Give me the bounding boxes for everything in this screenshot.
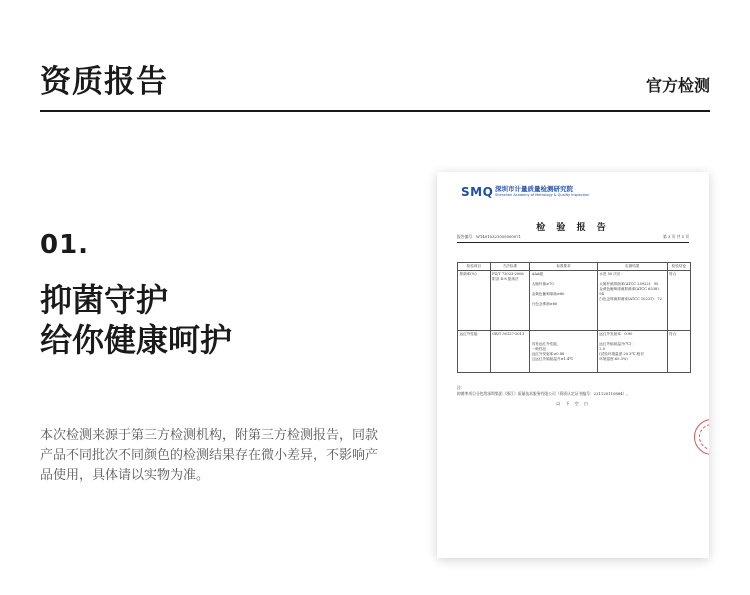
column-header: 标准要求 (530, 263, 598, 271)
column-header: 方法标准 (490, 263, 530, 271)
report-title: 检 验 报 告 (536, 223, 610, 233)
headline-line-1: 抑菌守护 (40, 281, 169, 319)
page-title: 资质报告 (40, 64, 168, 100)
report-table (457, 262, 691, 373)
test-report-document (437, 172, 709, 558)
report-logo-mark: SMQ (461, 185, 494, 199)
table-cell: 远红外性能 (458, 331, 491, 373)
column-header: 检验结论 (667, 263, 690, 271)
report-table-header (458, 263, 691, 271)
header-divider (40, 110, 710, 112)
column-header: 检验项目 (458, 263, 491, 271)
official-test-label: 官方检测 (645, 76, 710, 95)
report-blank-marker: 以 下 空 白 (556, 401, 590, 406)
section-number: 01. (40, 230, 90, 260)
report-notes-label: 注： (457, 385, 465, 390)
section-description: 本次检测来源于第三方检测机构，附第三方检测报告，同款产品不同批次不同颜色的检测结果存在微小差异，不影响产品使用，具体请以实物为准。 (40, 428, 379, 483)
table-cell: FZ/T 73023-2006 附录 D.8 振荡法 (490, 271, 530, 331)
section-headline (40, 280, 232, 360)
official-seal-ring (699, 424, 709, 450)
table-cell: 抑菌率(%) (458, 271, 491, 331)
report-org-name-en: Shenzhen Academy of Metrology & Quality Inspection (495, 193, 590, 197)
report-notes-text: 抑菌率项目分包给深圳集团（浙江）质量技术服务有限公司（资质认定证书编号：221120110884）。 (457, 391, 631, 396)
table-cell: 远红外发射率：0.90 远红外辐射温升(℃)： 2.0 (试验环境温度:20.3℃,相对 环境湿度:65.3%) (597, 331, 667, 373)
table-row (458, 271, 691, 331)
official-seal (694, 419, 709, 455)
report-org-name: 深圳市计量质量检测研究院 (495, 185, 573, 193)
table-cell: 符合 (667, 331, 690, 373)
report-number: 报告编号：WT4010321059500071 (457, 234, 522, 239)
report-rule (457, 242, 689, 243)
column-header: 实测结果 (597, 263, 667, 271)
headline-line-2: 给你健康呵护 (40, 321, 233, 359)
table-row (458, 331, 691, 373)
table-cell: GB/T 30127-2013 (490, 331, 530, 373)
table-cell: 水洗 50 次后： 大肠杆菌抑菌率(ATCC 25922)：95 金黄色葡萄球菌抑菌率(ATCC 6538)：94 白色念珠菌抑菌率(ATCC 10231)：72 (597, 271, 667, 331)
report-notes (457, 385, 630, 397)
table-cell: 具有远红外性能， 一般样品： 远红外发射率≥0.88 且远红外辐射温升≥1.4℃ (530, 331, 598, 373)
report-page-number: 第 3 页 共 5 页 (662, 234, 689, 239)
table-cell: AAA级 大肠杆菌≥70 金黄色葡萄球菌≥80 白色念珠菌≥60 (530, 271, 598, 331)
table-cell: 符合 (667, 271, 690, 331)
